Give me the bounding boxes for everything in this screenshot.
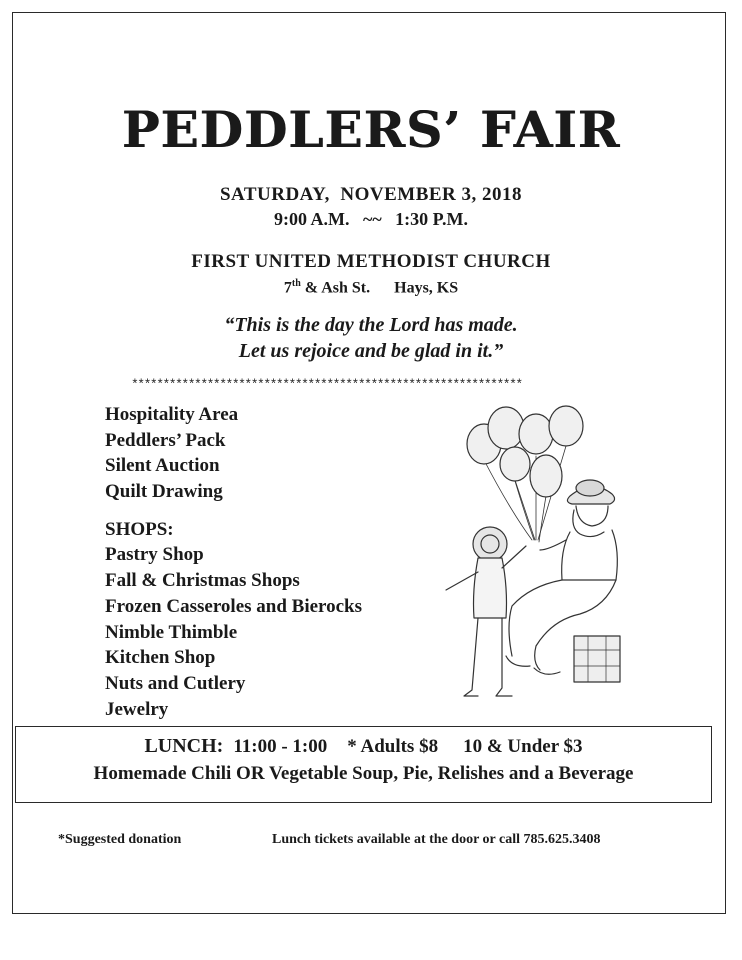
suggested-donation-note: *Suggested donation (58, 832, 182, 847)
shop-item: Frozen Casseroles and Bierocks (105, 595, 363, 617)
balloon-man-illustration (420, 400, 640, 710)
lunch-label: LUNCH: (144, 735, 224, 757)
verse-line-1: “This is the day the Lord has made. (224, 314, 518, 336)
church-name: FIRST UNITED METHODIST CHURCH (191, 251, 551, 272)
address-rest: & Ash St. Hays, KS (300, 279, 459, 297)
lunch-hours: 11:00 - 1:00 (233, 736, 328, 757)
event-date: SATURDAY, NOVEMBER 3, 2018 (219, 184, 523, 205)
address-number: 7 (283, 279, 292, 297)
lunch-info-box (15, 726, 712, 803)
activity-item: Silent Auction (105, 455, 220, 477)
lunch-child-price: 10 & Under $3 (463, 736, 583, 757)
shops-heading: SHOPS: (105, 518, 174, 540)
list-spacer (105, 505, 362, 517)
lunch-line (16, 735, 711, 758)
activity-item: Peddlers’ Pack (105, 429, 226, 451)
child (446, 527, 526, 696)
shop-item: Jewelry (105, 698, 169, 720)
shop-item: Pastry Shop (105, 544, 204, 566)
church-address (0, 278, 742, 297)
asterisk-divider: ************************************************************** (131, 377, 522, 392)
address-suffix: th (291, 278, 301, 289)
lunch-menu: Homemade Chili OR Vegetable Soup, Pie, Relishes and a Beverage (93, 763, 634, 784)
verse-line-2: Let us rejoice and be glad in it.” (238, 340, 504, 362)
shop-item: Kitchen Shop (105, 647, 216, 669)
shop-item: Nimble Thimble (105, 621, 238, 643)
activity-item: Quilt Drawing (105, 481, 223, 503)
activity-list (105, 402, 362, 722)
lunch-tickets-note: Lunch tickets available at the door or call 785.625.3408 (272, 832, 601, 847)
balloons (467, 406, 583, 497)
shop-item: Fall & Christmas Shops (105, 570, 300, 592)
activity-item: Hospitality Area (105, 404, 239, 425)
seated-man (506, 480, 620, 682)
lunch-adult-price: * Adults $8 (347, 736, 439, 757)
flyer-title: PEDDLERS’ FAIR (121, 100, 621, 159)
event-time: 9:00 A.M. ~~ 1:30 P.M. (273, 209, 469, 229)
shop-item: Nuts and Cutlery (105, 672, 246, 694)
